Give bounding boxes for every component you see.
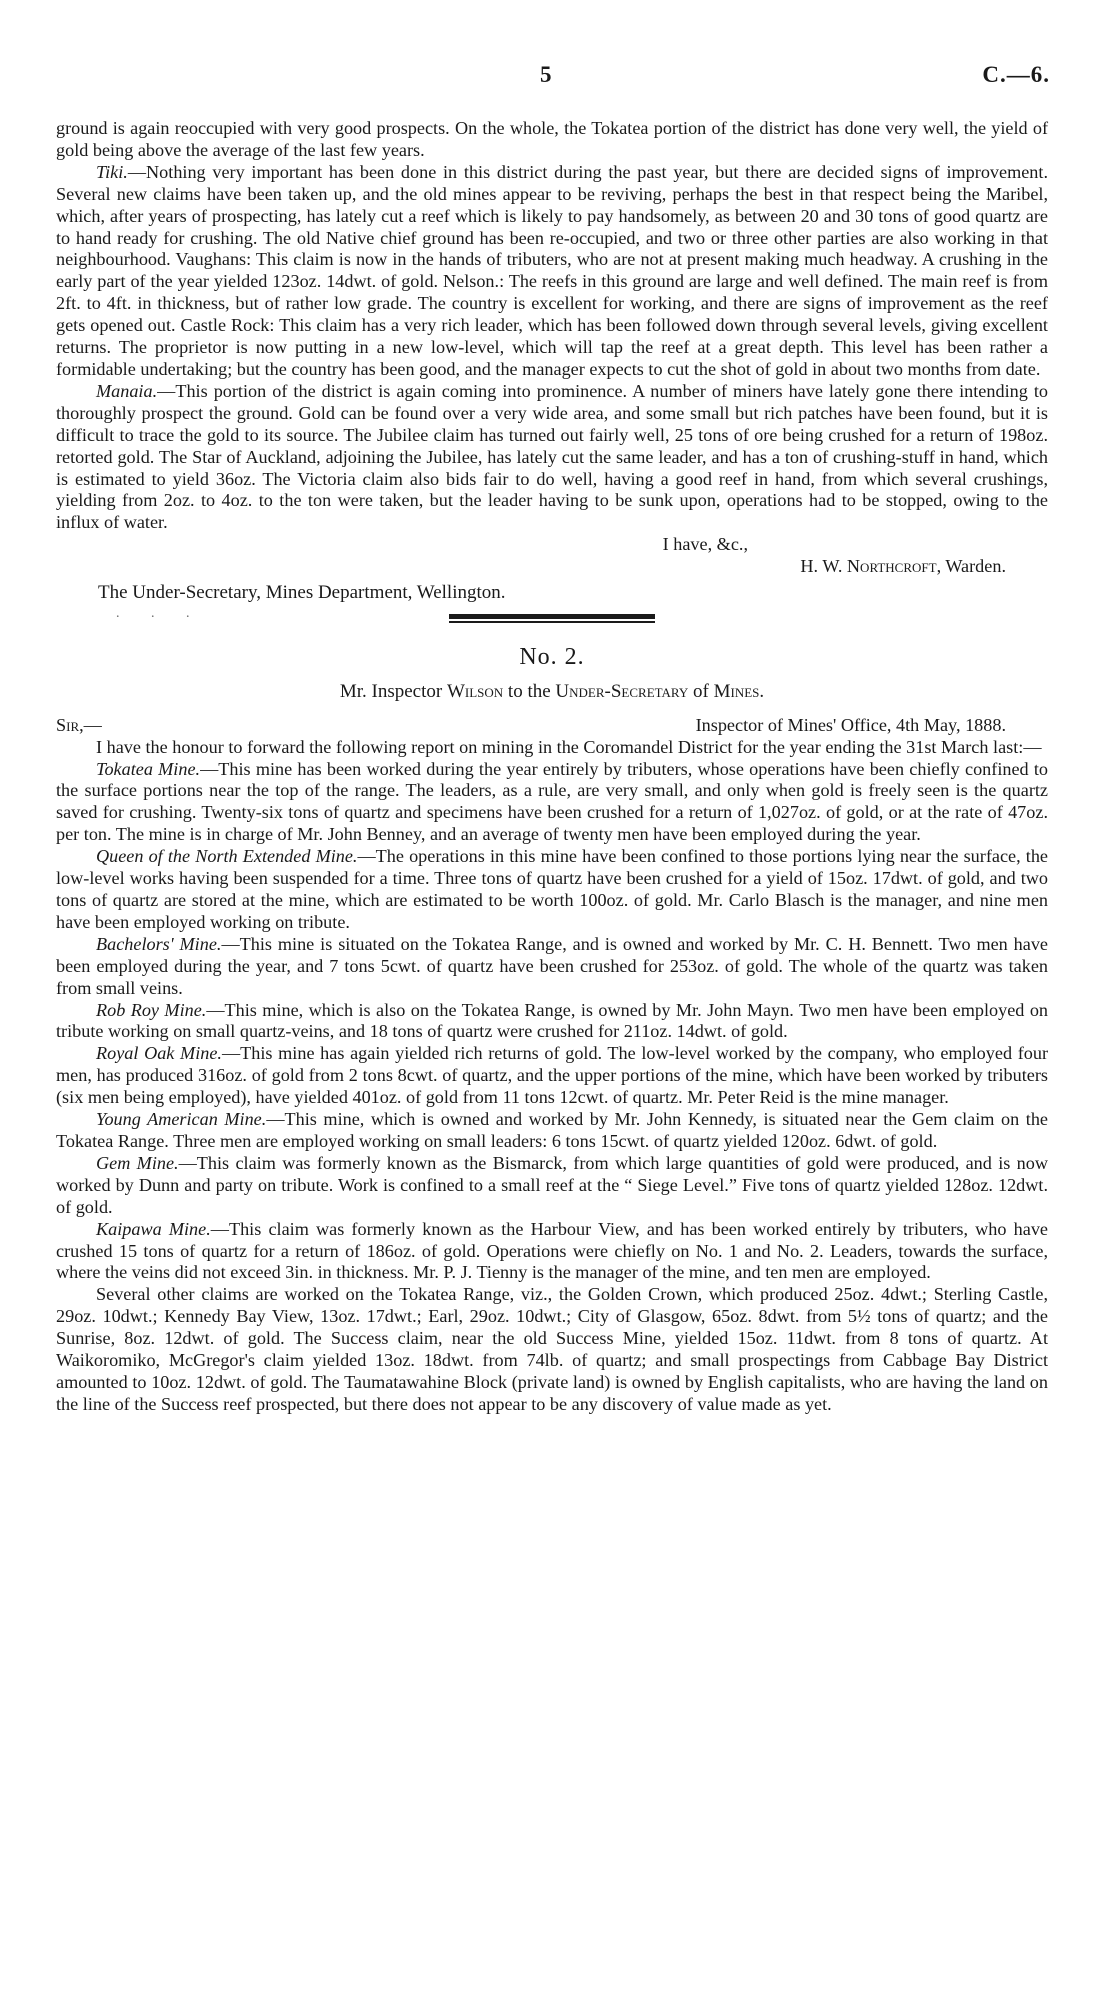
paragraph-kaipawa <box>56 1219 1048 1285</box>
addressee: The Under-Secretary, Mines Department, Wellington. <box>98 582 506 604</box>
paragraph-heading: Bachelors' Mine. <box>96 933 222 954</box>
signature-title: , Warden. <box>936 556 1006 577</box>
section-divider <box>449 614 655 621</box>
paragraph-text: —This mine has again yielded rich returns of gold. The low-level worked by the company, who employed four men, has produced 316oz. of gold from 2 tons 8cwt. of quartz, and the upper portions of the mine, which have been worked by tributers (six men being employed), have yielded 401oz. of gold from 11 tons 12cwt. of quartz. Mr. Peter Reid is the mine manager. <box>56 1043 1048 1108</box>
subtitle-part: to the <box>507 680 551 702</box>
paragraph <box>56 118 1048 162</box>
paragraph-manaia <box>56 381 1048 534</box>
paragraph-heading: Queen of the North Extended Mine. <box>96 846 358 867</box>
paragraph-heading: Kaipawa Mine. <box>96 1218 211 1239</box>
salutation-row <box>56 715 1048 737</box>
paragraph-heading: Tiki. <box>96 161 128 182</box>
signature <box>56 556 1048 578</box>
section-subtitle <box>56 681 1048 703</box>
page-body <box>56 118 1048 1416</box>
signature-initials: H. W. <box>800 556 843 577</box>
paragraph-text: —The operations in this mine have been confined to those portions lying near the surface, the low-level works having been suspended for a time. Three tons of quartz have been crushed for a yield of 15oz. 17dwt. of gold, and two tons of quartz are stored at the mine, which are estimated to be worth 100oz. of gold. Mr. Carlo Blasch is the manager, and nine men have been employed working on tribute. <box>56 846 1048 932</box>
paragraph-bachelors <box>56 934 1048 1000</box>
document-reference: C.—6. <box>982 62 1050 87</box>
paragraph-text: ground is again reoccupied with very good prospects. On the whole, the Tokatea portion of the district has done very well, the yield of gold being above the average of the last few years. <box>56 118 1048 160</box>
subtitle-part: Mr. Inspector <box>339 680 443 702</box>
paragraph-text: —Nothing very important has been done in this district during the past year, but there are decided signs of improvement. Several new claims have been taken up, and the old mines appear to be reviving, perhaps the best in that respect being the Maribel, which, after years of prospecting, has lately cut a reef which is likely to pay handsomely, as between 20 and 30 tons of good quartz are to hand ready for crushing. The old Native chief ground has been re-occupied, and two or three other parties are also working in that neighbourhood. Vaughans: This claim is now in the hands of tributers, who are not at present making much headway. A crushing in the early part of the year yielded 123oz. 14dwt. of gold. Nelson.: The reefs in this ground are large and well defined. The main reef is from 2ft. to 4ft. in thickness, but of rather low grade. The country is excellent for working, and there are signs of improvement as the reef gets opened out. Castle Rock: This claim has a very rich leader, which has been followed down through several levels, giving excellent returns. The proprietor is now putting in a new low-level, which will tap the reef at a great depth. This level has been rather a formidable undertaking; but the country has been good, and the manager expects to cut the shot of gold in about two months from date. <box>56 161 1048 379</box>
paragraph-tiki <box>56 162 1048 381</box>
paragraph-heading: Gem Mine. <box>96 1152 179 1173</box>
signature-name: Northcroft <box>846 556 937 577</box>
page-header <box>0 62 1114 92</box>
section-number: No. 2. <box>519 643 585 670</box>
paragraph-text: —This mine has been worked during the year entirely by tributers, whose operations have been chiefly confined to the surface portions near the top of the range. The leaders, as a rule, are very small, and only when gold is freely seen is the quartz saved for crushing. Twenty-six tons of quartz and specimens have been crushed for a return of 1,027oz. of gold, or at the rate of 47oz. per ton. The mine is in charge of Mr. John Benney, and an average of twenty men have been employed during the year. <box>56 758 1049 845</box>
paragraph-text: —This mine is situated on the Tokatea Range, and is owned and worked by Mr. C. H. Bennett. Two men have been employed during the year, and 7 tons 5cwt. of quartz have been crushed for 253oz. of gold. The whole of the quartz was taken from small veins. <box>56 933 1048 998</box>
paragraph-text: Several other claims are worked on the Tokatea Range, viz., the Golden Crown, which produced 25oz. 4dwt.; Sterling Castle, 29oz. 10dwt.; Kennedy Bay View, 13oz. 17dwt.; Earl, 29oz. 10dwt.; City of Glasgow, 65oz. 8dwt. from 5½ tons of quartz; and the Sunrise, 8oz. 12dwt. of gold. The Success claim, near the old Success Mine, yielded 15oz. 11dwt. from 8 tons of quartz. At Waikoromiko, McGregor's claim yielded 13oz. 18dwt. from 74lb. of quartz; and small prospectings from Cabbage Bay District amounted to 10oz. 12dwt. of gold. The Taumatawahine Block (private land) is owned by English capitalists, who are having the land on the line of the Success reef prospected, but there does not appear to be any discovery of value made as yet. <box>56 1284 1048 1414</box>
paragraph-text: —This claim was formerly known as the Bismarck, from which large quantities of gold were produced, and is now worked by Dunn and party on tribute. Work is confined to a small reef at the “ Siege Level.” Five tons of quartz yielded 128oz. 12dwt. of gold. <box>56 1152 1048 1217</box>
paragraph-heading: Young American Mine. <box>96 1109 267 1130</box>
paragraph-heading: Royal Oak Mine. <box>96 1043 222 1064</box>
paragraph-rob-roy <box>56 1000 1048 1044</box>
paragraph-heading: Tokatea Mine. <box>96 758 201 779</box>
paragraph-text: —This mine, which is also on the Tokatea Range, is owned by Mr. John Mayn. Two men have been employed on tribute working on small quartz-veins, and 18 tons of quartz were crushed for 211oz. 14dwt. of gold. <box>56 999 1049 1042</box>
subtitle-dest: Under-Secretary <box>555 680 689 702</box>
paragraph-other-claims <box>56 1284 1048 1415</box>
office-date: Inspector of Mines' Office, 4th May, 1888. <box>695 714 1006 735</box>
paragraph-text: —This mine, which is owned and worked by Mr. John Kennedy, is situated near the Gem claim on the Tokatea Range. Three men are employed working on small leaders: 6 tons 15cwt. of quartz yielded 120oz. 6dwt. of gold. <box>56 1109 1048 1151</box>
subtitle-mines: Mines. <box>713 680 765 702</box>
paragraph-tokatea <box>56 759 1048 847</box>
closing-text: I have, &c., <box>662 534 748 555</box>
paragraph-royal-oak <box>56 1043 1048 1109</box>
paragraph-text: —This portion of the district is again coming into prominence. A number of miners have lately gone there intending to thoroughly prospect the ground. Gold can be found over a very wide area, and some small but rich patches have been found, but it is difficult to trace the gold to its source. The Jubilee claim has turned out fairly well, 25 tons of ore being crushed for a return of 198oz. retorted gold. The Star of Auckland, adjoining the Jubilee, has lately cut the same leader, and has a ton of crushing-stuff in hand, which is estimated to yield 36oz. The Victoria claim also bids fair to do well, having a good reef in hand, from which several crushings, yielding from 2oz. to 4oz. to the ton were taken, but the leader having to be sunk upon, operations had to be stopped, owing to the influx of water. <box>56 380 1048 533</box>
stray-marks: . . . <box>116 605 204 621</box>
subtitle-name: Wilson <box>446 680 504 702</box>
subtitle-part: of <box>693 680 709 702</box>
paragraph-heading: Rob Roy Mine. <box>96 999 207 1020</box>
paragraph-young-american <box>56 1109 1048 1153</box>
paragraph-intro <box>56 737 1048 759</box>
paragraph-gem <box>56 1153 1048 1219</box>
salutation: Sir,— <box>56 714 102 735</box>
paragraph-text: I have the honour to forward the following report on mining in the Coromandel District for the year ending the 31st March last:— <box>96 736 1042 757</box>
paragraph-queen-north <box>56 846 1048 934</box>
paragraph-heading: Manaia. <box>96 380 158 401</box>
paragraph-text: —This claim was formerly known as the Harbour View, and has been worked entirely by tributers, who have crushed 15 tons of quartz for a return of 186oz. of gold. Operations were chiefly on No. 1 and No. 2. Leaders, towards the surface, where the veins did not exceed 3in. in thickness. Mr. P. J. Tienny is the manager of the mine, and ten men are employed. <box>56 1218 1048 1283</box>
signature-line <box>800 556 1006 578</box>
letter-closing <box>56 534 1048 556</box>
page-number: 5 <box>540 62 552 87</box>
